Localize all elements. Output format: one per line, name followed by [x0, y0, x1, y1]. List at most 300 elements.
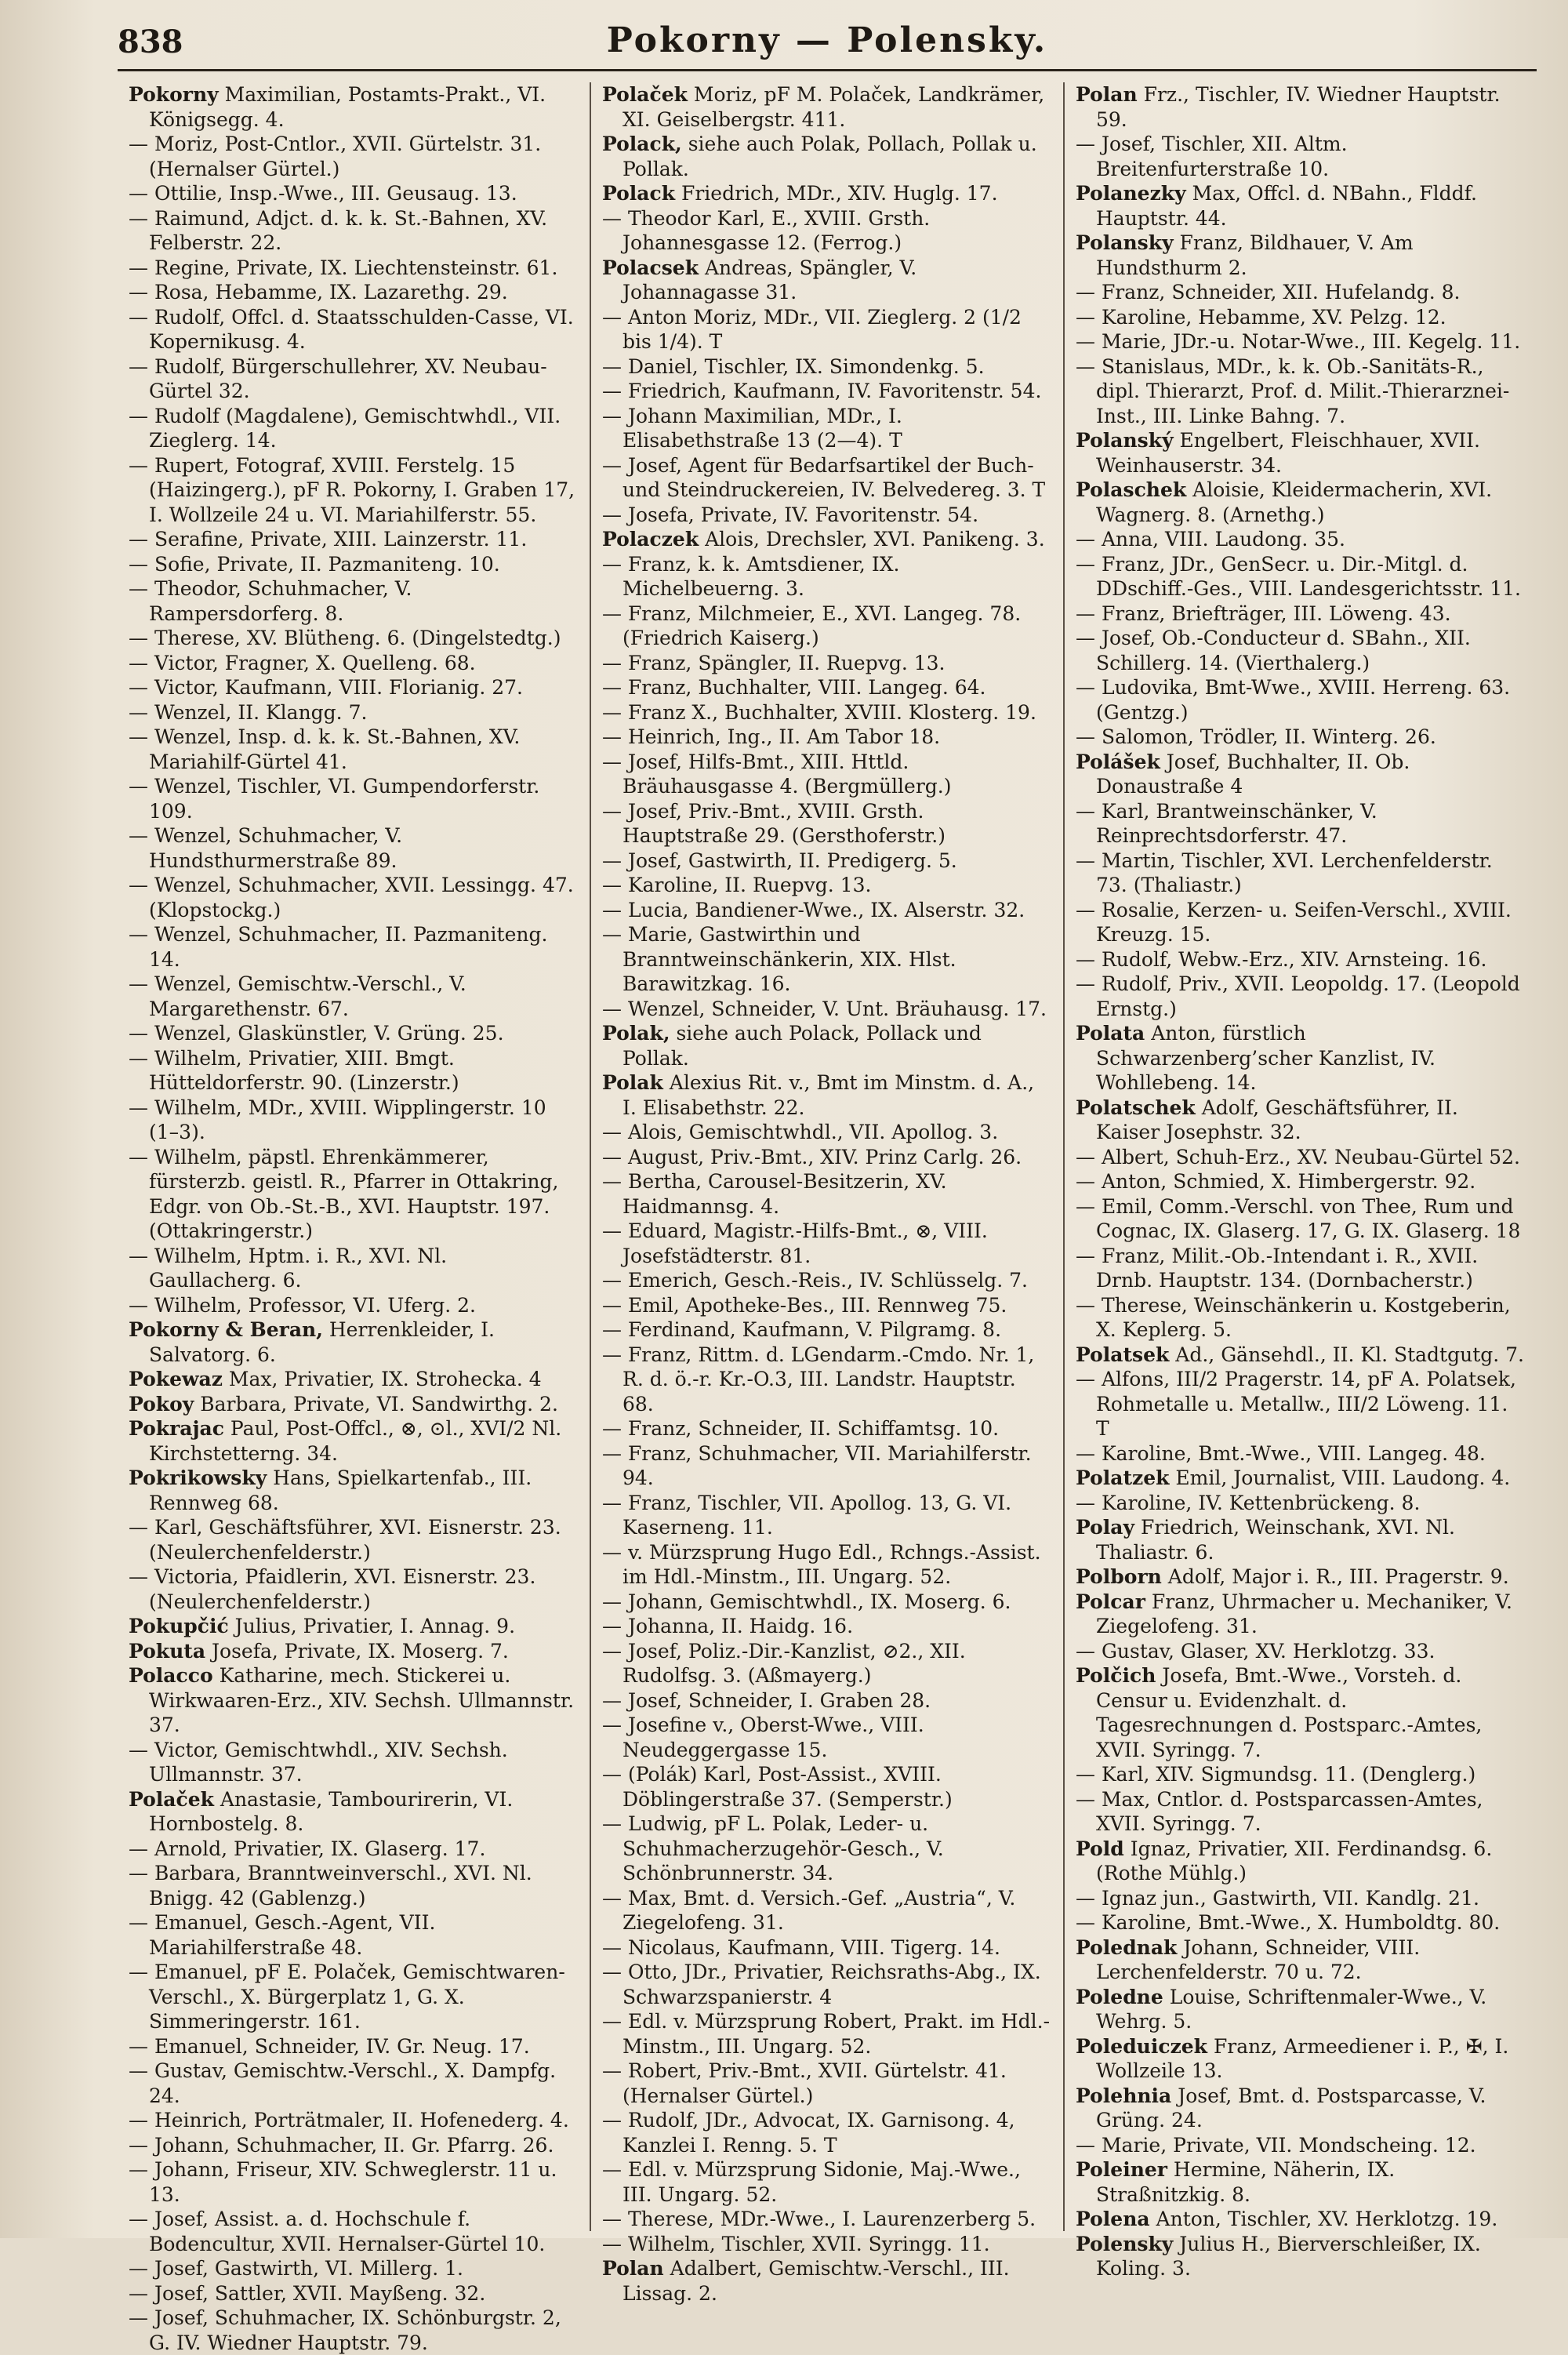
directory-entry	[1076, 1244, 1526, 1293]
entry-surname: Polcar	[1076, 1590, 1145, 1613]
entry-details: — Nicolaus, Kaufmann, VIII. Tigerg. 14.	[602, 1935, 1000, 1959]
directory-entry	[129, 2157, 579, 2207]
entry-details: — Josef, Gastwirth, II. Predigerg. 5.	[602, 849, 957, 872]
entry-details: — Stanislaus, MDr., k. k. Ob.-Sanitäts-R., dipl. Thierarzt, Prof. d. Milit.-Thierarznei-Inst., III. Linke Bahng. 7.	[1076, 354, 1510, 427]
entry-details: — Josefine v., Oberst-Wwe., VIII. Neudeggergasse 15.	[602, 1714, 924, 1761]
entry-details: — Victor, Fragner, X. Quelleng. 68.	[129, 651, 476, 674]
entry-details: — Wenzel, Schuhmacher, V. Hundsthurmerstraße 89.	[129, 824, 403, 872]
directory-entry	[602, 1293, 1052, 1318]
directory-entry	[602, 997, 1052, 1022]
entry-surname: Pokoy	[129, 1392, 194, 1416]
directory-columns	[118, 82, 1537, 2354]
directory-entry	[1076, 552, 1526, 601]
entry-details: Julius, Privatier, I. Annag. 9.	[228, 1615, 516, 1637]
entry-surname: Polášek	[1076, 750, 1160, 773]
entry-details: — Alois, Gemischtwhdl., VII. Apollog. 3.	[602, 1121, 999, 1143]
directory-entry	[602, 1590, 1052, 1615]
entry-details: — Josef, Tischler, XII. Altm. Breitenfurterstraße 10.	[1076, 133, 1348, 180]
entry-surname: Polak,	[602, 1022, 670, 1045]
entry-details: — Therese, MDr.-Wwe., I. Laurenzerberg 5.	[602, 2208, 1036, 2230]
entry-details: — Eduard, Magistr.-Hilfs-Bmt., ⊗, VIII. Josefstädterstr. 81.	[602, 1219, 988, 1267]
column-1	[118, 82, 590, 2354]
entry-details: — Victor, Kaufmann, VIII. Florianig. 27.	[129, 676, 523, 699]
directory-entry	[1076, 2034, 1526, 2084]
directory-entry	[129, 1639, 579, 1664]
entry-details: Julius H., Bierverschleißer, IX. Koling. 3.	[1096, 2232, 1481, 2280]
entry-surname: Polehnia	[1076, 2084, 1172, 2107]
directory-entry	[1076, 1886, 1526, 1911]
entry-details: Frz., Tischler, IV. Wiedner Hauptstr. 59.	[1096, 83, 1501, 131]
page-number: 838	[118, 24, 183, 60]
entry-details: — Rudolf, Webw.-Erz., XIV. Arnsteing. 16.	[1076, 947, 1487, 971]
directory-entry	[129, 2207, 579, 2256]
directory-entry	[129, 527, 579, 552]
directory-entry	[602, 2009, 1052, 2059]
entry-details: — Anton Moriz, MDr., VII. Zieglerg. 2 (1/2 bis 1/4). T	[602, 305, 1022, 353]
directory-entry	[602, 1169, 1052, 1219]
entry-details: — Marie, JDr.-u. Notar-Wwe., III. Kegelg. 11.	[1076, 330, 1521, 353]
entry-details: — Gustav, Gemischtw.-Verschl., X. Dampfg. 24.	[129, 2059, 557, 2107]
entry-details: — Wilhelm, MDr., XVIII. Wipplingerstr. 10 (1–3).	[129, 1096, 546, 1143]
entry-details: — Max, Cntlor. d. Postsparcassen-Amtes, XVII. Syringg. 7.	[1076, 1787, 1483, 1835]
directory-entry	[129, 1663, 579, 1738]
directory-entry	[602, 206, 1052, 256]
entry-details: Ad., Gänsehdl., II. Kl. Stadtgutg. 7.	[1169, 1343, 1524, 1366]
entry-details: — Therese, XV. Blütheng. 6. (Dingelstedtg.)	[129, 627, 561, 649]
directory-entry	[129, 576, 579, 626]
entry-details: — Rosa, Hebamme, IX. Lazarethg. 29.	[129, 281, 508, 303]
entry-details: — Karl, Brantweinschänker, V. Reinprechtsdorferstr. 47.	[1076, 799, 1377, 847]
directory-entry	[1076, 1515, 1526, 1565]
directory-entry	[1076, 1021, 1526, 1096]
entry-details: Josefa, Private, IX. Moserg. 7.	[205, 1639, 509, 1663]
entry-surname: Polčich	[1076, 1664, 1156, 1687]
directory-entry	[602, 256, 1052, 305]
entry-details: — Salomon, Trödler, II. Winterg. 26.	[1076, 725, 1436, 748]
directory-entry	[602, 1960, 1052, 2009]
directory-entry	[602, 2256, 1052, 2306]
directory-entry	[1076, 329, 1526, 354]
directory-entry	[1076, 1293, 1526, 1343]
entry-details: Franz, Uhrmacher u. Mechaniker, V. Ziegelofeng. 31.	[1096, 1590, 1512, 1637]
entry-surname: Polata	[1076, 1022, 1145, 1045]
directory-entry	[1076, 1590, 1526, 1639]
directory-entry	[129, 280, 579, 305]
directory-entry	[1076, 898, 1526, 947]
entry-details: Josefa, Bmt.-Wwe., Vorsteh. d. Censur u. Evidenzhalt. d. Tagesrechnungen d. Postsparc.-Amtes, XVII. Syringg. 7.	[1096, 1664, 1483, 1761]
entry-details: — Rudolf, Priv., XVII. Leopoldg. 17. (Leopold Ernstg.)	[1076, 972, 1520, 1020]
directory-entry	[602, 1416, 1052, 1441]
directory-entry	[129, 700, 579, 725]
directory-entry	[602, 651, 1052, 676]
entry-details: Maximilian, Postamts-Prakt., VI. Königsegg. 4.	[149, 83, 546, 131]
entry-details: — Sofie, Private, II. Pazmaniteng. 10.	[129, 552, 500, 576]
entry-details: — Josef, Priv.-Bmt., XVIII. Grsth. Hauptstraße 29. (Gersthoferstr.)	[602, 799, 946, 847]
directory-entry	[602, 873, 1052, 898]
directory-entry	[602, 1762, 1052, 1812]
entry-details: Louise, Schriftenmaler-Wwe., V. Wehrg. 5.	[1096, 1985, 1487, 2033]
directory-entry	[129, 1046, 579, 1096]
entry-details: — Marie, Private, VII. Mondscheing. 12.	[1076, 2133, 1476, 2157]
entry-details: — Heinrich, Porträtmaler, II. Hofenederg. 4.	[129, 2109, 569, 2131]
directory-entry	[602, 922, 1052, 997]
entry-details: — Edl. v. Mürzsprung Sidonie, Maj.-Wwe., III. Ungarg. 52.	[602, 2158, 1021, 2206]
directory-entry	[602, 2232, 1052, 2257]
entry-details: — Josef, Hilfs-Bmt., XIII. Httld. Bräuhausgasse 4. (Bergmüllerg.)	[602, 750, 952, 798]
entry-details: — Emanuel, Gesch.-Agent, VII. Mariahilferstraße 48.	[129, 1911, 436, 1959]
entry-details: Johann, Schneider, VIII. Lerchenfelderstr. 70 u. 72.	[1096, 1935, 1421, 1983]
directory-entry	[1076, 972, 1526, 1021]
entry-details: — Victoria, Pfaidlerin, XVI. Eisnerstr. 23. (Neulerchenfelderstr.)	[129, 1565, 536, 1613]
entry-details: — Wenzel, Tischler, VI. Gumpendorferstr. 109.	[129, 775, 540, 823]
directory-entry	[129, 1960, 579, 2034]
entry-details: — Wenzel, Schuhmacher, II. Pazmaniteng. 14.	[129, 923, 548, 971]
entry-details: Katharine, mech. Stickerei u. Wirkwaaren-Erz., XIV. Sechsh. Ullmannstr. 37.	[149, 1664, 575, 1736]
directory-entry	[602, 1219, 1052, 1268]
entry-details: — Theodor Karl, E., XVIII. Grsth. Johannesgasse 12. (Ferrog.)	[602, 206, 931, 254]
entry-details: Friedrich, Weinschank, XVI. Nl. Thaliastr. 6.	[1096, 1516, 1455, 1564]
directory-entry	[129, 1515, 579, 1565]
directory-entry	[1076, 2157, 1526, 2207]
entry-surname: Polan	[602, 2257, 664, 2280]
entry-surname: Polaček	[129, 1787, 214, 1811]
directory-entry	[1076, 675, 1526, 725]
entry-details: — Ignaz jun., Gastwirth, VII. Kandlg. 21.	[1076, 1886, 1479, 1910]
entry-details: Andreas, Spängler, V. Johannagasse 31.	[622, 256, 917, 303]
directory-entry	[129, 1145, 579, 1244]
directory-entry	[129, 1861, 579, 1910]
entry-surname: Polacsek	[602, 256, 699, 279]
entry-details: — Johann, Schuhmacher, II. Gr. Pfarrg. 26.	[129, 2133, 554, 2157]
entry-surname: Polaček	[602, 83, 688, 106]
entry-details: — Heinrich, Ing., II. Am Tabor 18.	[602, 725, 941, 748]
directory-entry	[1076, 1491, 1526, 1516]
entry-details: — Daniel, Tischler, IX. Simondenkg. 5.	[602, 354, 985, 378]
directory-entry	[129, 1021, 579, 1046]
directory-entry	[1076, 1985, 1526, 2034]
entry-details: — Josefa, Private, IV. Favoritenstr. 54.	[602, 503, 979, 526]
directory-entry	[602, 849, 1052, 874]
directory-entry	[129, 1910, 579, 1960]
entry-details: Max, Offcl. d. NBahn., Flddf. Hauptstr. 44.	[1096, 182, 1477, 230]
directory-entry	[129, 651, 579, 676]
entry-details: — Johann, Gemischtwhdl., IX. Moserg. 6.	[602, 1590, 1011, 1613]
directory-entry	[129, 354, 579, 404]
directory-entry	[1076, 1565, 1526, 1590]
entry-surname: Pokrajac	[129, 1417, 224, 1440]
running-title: Pokorny — Polensky.	[606, 20, 1048, 60]
entry-details: — Wenzel, II. Klangg. 7.	[129, 700, 368, 724]
directory-entry	[1076, 305, 1526, 330]
entry-details: — Arnold, Privatier, IX. Glaserg. 17.	[129, 1837, 486, 1860]
entry-surname: Polborn	[1076, 1565, 1162, 1588]
directory-entry	[1076, 1910, 1526, 1935]
entry-details: Max, Privatier, IX. Strohecka. 4	[222, 1368, 542, 1390]
entry-details: siehe auch Polack, Pollack und Pollak.	[622, 1022, 982, 1070]
directory-entry	[602, 799, 1052, 849]
entry-details: — Emerich, Gesch.-Reis., IV. Schlüsselg. 7.	[602, 1269, 1028, 1292]
entry-details: — Johann Maximilian, MDr., I. Elisabethstraße 13 (2—4). T	[602, 404, 902, 452]
directory-entry	[602, 2207, 1052, 2232]
directory-entry	[129, 1565, 579, 1614]
entry-surname: Polansky	[1076, 231, 1174, 254]
entry-surname: Polatsek	[1076, 1343, 1170, 1366]
entry-surname: Polatschek	[1076, 1096, 1196, 1119]
directory-entry	[129, 774, 579, 823]
directory-entry	[1076, 1663, 1526, 1762]
entry-surname: Polay	[1076, 1516, 1135, 1539]
directory-entry	[129, 1787, 579, 1837]
entry-surname: Pokupčić	[129, 1615, 229, 1637]
directory-entry	[1076, 1343, 1526, 1368]
entry-surname: Pold	[1076, 1837, 1124, 1860]
entry-details: — Rudolf, Bürgerschullehrer, XV. Neubau-Gürtel 32.	[129, 354, 547, 402]
directory-entry	[129, 305, 579, 354]
directory-entry	[602, 898, 1052, 923]
directory-entry	[129, 2256, 579, 2281]
directory-entry	[1076, 1096, 1526, 1145]
entry-details: — Josef, Schuhmacher, IX. Schönburgstr. 2, G. IV. Wiedner Hauptstr. 79.	[129, 2306, 561, 2354]
entry-surname: Pokorny & Beran,	[129, 1318, 323, 1341]
entry-details: — Wenzel, Glaskünstler, V. Grüng. 25.	[129, 1022, 504, 1045]
entry-details: — Franz, Schneider, II. Schiffamtsg. 10.	[602, 1417, 1000, 1440]
entry-details: — Karoline, Bmt.-Wwe., X. Humboldtg. 80.	[1076, 1911, 1501, 1934]
directory-entry	[602, 379, 1052, 404]
directory-entry	[1076, 799, 1526, 849]
entry-details: — Josef, Agent für Bedarfsartikel der Buch- und Steindruckereien, IV. Belvedereg. 3. T	[602, 453, 1046, 501]
directory-entry	[602, 2108, 1052, 2157]
directory-entry	[129, 2108, 579, 2133]
entry-details: Barbara, Private, VI. Sandwirthg. 2.	[194, 1392, 558, 1416]
entry-details: — Lucia, Bandiener-Wwe., IX. Alserstr. 32.	[602, 898, 1025, 921]
entry-surname: Polensky	[1076, 2232, 1174, 2255]
entry-details: — Franz X., Buchhalter, XVIII. Klosterg. 19.	[602, 700, 1036, 724]
entry-details: — Josef, Poliz.-Dir.-Kanzlist, ⊘2., XII. Rudolfsg. 3. (Aßmayerg.)	[602, 1639, 966, 1687]
entry-surname: Polaschek	[1076, 478, 1187, 501]
entry-details: — Josef, Gastwirth, VI. Millerg. 1.	[129, 2257, 463, 2280]
entry-details: Paul, Post-Offcl., ⊗, ⊙l., XVI/2 Nl. Kirchstetterng. 34.	[149, 1417, 562, 1465]
entry-details: — Franz, Spängler, II. Ruepvg. 13.	[602, 651, 946, 674]
entry-surname: Pokorny	[129, 83, 219, 106]
entry-details: — Johanna, II. Haidg. 16.	[602, 1615, 854, 1637]
entry-surname: Polednak	[1076, 1935, 1178, 1959]
directory-entry	[602, 1540, 1052, 1590]
entry-surname: Polan	[1076, 83, 1138, 106]
directory-entry	[602, 1343, 1052, 1417]
directory-entry	[129, 1367, 579, 1392]
entry-surname: Poledne	[1076, 1985, 1163, 2008]
directory-entry	[1076, 1787, 1526, 1837]
directory-entry	[129, 725, 579, 774]
directory-entry	[129, 972, 579, 1021]
directory-entry	[1076, 1466, 1526, 1491]
directory-entry	[129, 1096, 579, 1145]
entry-details: — Serafine, Private, XIII. Lainzerstr. 11.	[129, 528, 528, 551]
entry-details: — Franz, Tischler, VII. Apollog. 13, G. VI. Kaserneng. 11.	[602, 1491, 1012, 1539]
directory-entry	[129, 404, 579, 453]
entry-surname: Pokrikowsky	[129, 1466, 267, 1489]
entry-details: — Rudolf, JDr., Advocat, IX. Garnisong. 4, Kanzlei I. Renng. 5. T	[602, 2109, 1015, 2157]
directory-entry	[602, 527, 1052, 552]
entry-details: — August, Priv.-Bmt., XIV. Prinz Carlg. 26.	[602, 1145, 1022, 1168]
directory-entry	[602, 354, 1052, 380]
entry-details: — Ferdinand, Kaufmann, V. Pilgramg. 8.	[602, 1318, 1002, 1341]
entry-details: — Wilhelm, Professor, VI. Uferg. 2.	[129, 1293, 477, 1317]
directory-entry	[602, 601, 1052, 651]
entry-details: Moriz, pF M. Polaček, Landkrämer, XI. Geiselbergstr. 411.	[622, 83, 1045, 131]
entry-details: Aloisie, Kleidermacherin, XVI. Wagnerg. 8. (Arnethg.)	[1096, 478, 1493, 526]
entry-details: Friedrich, MDr., XIV. Huglg. 17.	[675, 182, 998, 205]
entry-details: — Franz, Milit.-Ob.-Intendant i. R., XVII. Drnb. Hauptstr. 134. (Dornbacherstr.)	[1076, 1244, 1479, 1292]
entry-details: Adalbert, Gemischtw.-Verschl., III. Lissag. 2.	[622, 2257, 1010, 2305]
directory-entry	[602, 181, 1052, 206]
entry-details: — Theodor, Schuhmacher, V. Rampersdorferg. 8.	[129, 577, 412, 625]
entry-details: — Josef, Schneider, I. Graben 28.	[602, 1688, 931, 1712]
directory-entry	[1076, 132, 1526, 181]
directory-entry	[1076, 280, 1526, 305]
directory-entry	[1076, 1762, 1526, 1787]
entry-details: Josef, Buchhalter, II. Ob. Donaustraße 4	[1096, 750, 1410, 798]
entry-details: — Robert, Priv.-Bmt., XVII. Gürtelstr. 41. (Hernalser Gürtel.)	[602, 2059, 1007, 2107]
entry-details: Ignaz, Privatier, XII. Ferdinandsg. 6. (Rothe Mühlg.)	[1096, 1837, 1493, 1884]
directory-entry	[602, 1614, 1052, 1639]
directory-entry	[602, 1268, 1052, 1293]
entry-details: — Ottilie, Insp.-Wwe., III. Geusaug. 13.	[129, 182, 517, 205]
directory-entry	[602, 750, 1052, 799]
entry-details: Josef, Bmt. d. Postsparcasse, V. Grüng. 24.	[1096, 2084, 1486, 2131]
directory-entry	[602, 552, 1052, 601]
directory-entry	[1076, 626, 1526, 675]
entry-surname: Poleiner	[1076, 2158, 1167, 2181]
directory-entry	[1076, 354, 1526, 429]
directory-entry	[602, 1812, 1052, 1886]
directory-entry	[129, 1392, 579, 1417]
directory-entry	[602, 305, 1052, 354]
directory-entry	[129, 1416, 579, 1466]
directory-entry	[1076, 82, 1526, 132]
entry-details: — Karoline, IV. Kettenbrückeng. 8.	[1076, 1491, 1421, 1514]
directory-entry	[602, 1713, 1052, 1762]
directory-entry	[1076, 2232, 1526, 2281]
entry-details: Alexius Rit. v., Bmt im Minstm. d. A., I. Elisabethstr. 22.	[622, 1071, 1035, 1119]
directory-entry	[129, 873, 579, 922]
entry-details: — Franz, k. k. Amtsdiener, IX. Michelbeuerng. 3.	[602, 552, 900, 600]
entry-details: Franz, Armeediener i. P., ✠, I. Wollzeile 13.	[1096, 2034, 1509, 2082]
directory-entry	[1076, 181, 1526, 231]
directory-entry	[1076, 1639, 1526, 1664]
entry-details: — Franz, Schuhmacher, VII. Mariahilferstr. 94.	[602, 1441, 1032, 1489]
entry-details: — Gustav, Glaser, XV. Herklotzg. 33.	[1076, 1639, 1436, 1663]
directory-entry	[602, 700, 1052, 725]
directory-entry	[1076, 2207, 1526, 2232]
directory-entry	[129, 626, 579, 651]
directory-entry	[129, 1466, 579, 1515]
entry-details: — Anton, Schmied, X. Himbergerstr. 92.	[1076, 1170, 1476, 1193]
directory-entry	[1076, 428, 1526, 478]
directory-entry	[129, 2306, 579, 2355]
entry-details: — Karoline, Bmt.-Wwe., VIII. Langeg. 48.	[1076, 1441, 1486, 1465]
directory-entry	[602, 1491, 1052, 1540]
entry-details: — Wenzel, Gemischtw.-Verschl., V. Margarethenstr. 67.	[129, 972, 466, 1020]
directory-entry	[1076, 849, 1526, 898]
directory-entry	[129, 1614, 579, 1639]
entry-details: — Franz, Briefträger, III. Löweng. 43.	[1076, 601, 1451, 625]
entry-details: siehe auch Polak, Pollach, Pollak u. Pollak.	[622, 133, 1037, 180]
directory-entry	[129, 82, 579, 132]
directory-entry	[602, 1441, 1052, 1491]
entry-surname: Polanezky	[1076, 182, 1186, 205]
entry-details: — Anna, VIII. Laudong. 35.	[1076, 528, 1345, 551]
entry-surname: Poleduiczek	[1076, 2034, 1208, 2058]
entry-details: — Friedrich, Kaufmann, IV. Favoritenstr. 54.	[602, 380, 1042, 402]
directory-entry	[1076, 1367, 1526, 1441]
entry-details: — Ludovika, Bmt-Wwe., XVIII. Herreng. 63. (Gentzg.)	[1076, 676, 1511, 724]
entry-details: Anton, Tischler, XV. Herklotzg. 19.	[1149, 2208, 1498, 2230]
entry-details: — Emil, Comm.-Verschl. von Thee, Rum und Cognac, IX. Glaserg. 17, G. IX. Glaserg. 18	[1076, 1194, 1521, 1242]
directory-entry	[602, 1021, 1052, 1070]
entry-details: — Wilhelm, Privatier, XIII. Bmgt. Hütteldorferstr. 90. (Linzerstr.)	[129, 1046, 459, 1094]
directory-entry	[129, 1738, 579, 1787]
directory-entry	[602, 82, 1052, 132]
directory-entry	[1076, 1145, 1526, 1170]
entry-details: — Albert, Schuh-Erz., XV. Neubau-Gürtel 52.	[1076, 1145, 1520, 1168]
entry-details: — Karoline, II. Ruepvg. 13.	[602, 874, 872, 896]
directory-entry	[1076, 527, 1526, 552]
directory-entry	[129, 453, 579, 528]
directory-entry	[129, 2133, 579, 2158]
directory-entry	[602, 132, 1052, 181]
entry-details: — Franz, Schneider, XII. Hufelandg. 8.	[1076, 281, 1461, 303]
entry-details: — Rudolf, Offcl. d. Staatsschulden-Casse, VI. Kopernikusg. 4.	[129, 305, 574, 353]
directory-entry	[129, 552, 579, 577]
directory-entry	[602, 725, 1052, 750]
entry-details: — Franz, Buchhalter, VIII. Langeg. 64.	[602, 676, 986, 699]
directory-entry	[602, 453, 1052, 503]
entry-details: — Wenzel, Schneider, V. Unt. Bräuhausg. 17.	[602, 997, 1047, 1020]
directory-entry	[1076, 1935, 1526, 1985]
entry-details: — Rosalie, Kerzen- u. Seifen-Verschl., XVIII. Kreuzg. 15.	[1076, 898, 1512, 946]
entry-details: Adolf, Major i. R., III. Pragerstr. 9.	[1161, 1565, 1509, 1588]
entry-details: — Barbara, Branntweinverschl., XVI. Nl. Bnigg. 42 (Gablenzg.)	[129, 1862, 532, 1910]
column-2	[590, 82, 1063, 2305]
entry-details: — Moriz, Post-Cntlor., XVII. Gürtelstr. 31. (Hernalser Gürtel.)	[129, 133, 542, 180]
entry-details: — Karl, Geschäftsführer, XVI. Eisnerstr. 23. (Neulerchenfelderstr.)	[129, 1516, 561, 1564]
directory-entry	[602, 404, 1052, 453]
entry-details: Alois, Drechsler, XVI. Panikeng. 3.	[699, 528, 1045, 551]
directory-entry	[1076, 478, 1526, 527]
entry-surname: Pokuta	[129, 1639, 206, 1663]
directory-entry	[129, 2059, 579, 2108]
entry-details: — Josef, Ob.-Conducteur d. SBahn., XII. Schillerg. 14. (Vierthalerg.)	[1076, 627, 1471, 674]
entry-details: — Josef, Assist. a. d. Hochschule f. Bodencultur, XVII. Hernalser-Gürtel 10.	[129, 2208, 546, 2255]
directory-entry	[1076, 2133, 1526, 2158]
entry-details: — Franz, Milchmeier, E., XVI. Langeg. 78. (Friedrich Kaiserg.)	[602, 601, 1022, 649]
entry-details: Anastasie, Tambourirerin, VI. Hornbostelg. 8.	[149, 1787, 514, 1835]
directory-entry	[1076, 947, 1526, 972]
entry-surname: Polacco	[129, 1664, 213, 1687]
directory-entry	[602, 2157, 1052, 2207]
entry-details: — Martin, Tischler, XVI. Lerchenfelderstr. 73. (Thaliastr.)	[1076, 849, 1493, 896]
directory-entry	[129, 132, 579, 181]
entry-details: — Karoline, Hebamme, XV. Pelzg. 12.	[1076, 305, 1446, 329]
directory-entry	[1076, 1837, 1526, 1886]
page-header	[118, 20, 1537, 71]
entry-surname: Polanský	[1076, 429, 1174, 452]
directory-entry	[1076, 1169, 1526, 1194]
entry-details: — Otto, JDr., Privatier, Reichsraths-Abg., IX. Schwarzspanierstr. 4	[602, 1961, 1041, 2008]
entry-details: — Wilhelm, Tischler, XVII. Syringg. 11.	[602, 2232, 990, 2255]
directory-entry	[1076, 231, 1526, 280]
